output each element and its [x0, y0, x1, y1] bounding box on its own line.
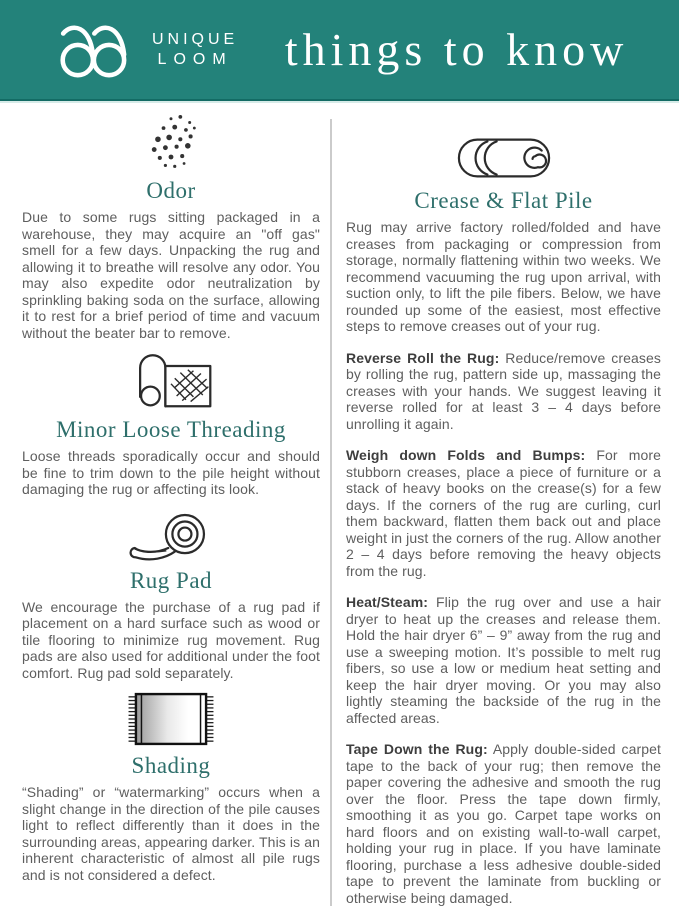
tip-label: Heat/Steam: [346, 594, 429, 610]
page-title: things to know [284, 24, 629, 75]
section-heading-threading: Minor Loose Threading [56, 417, 286, 442]
section-crease-flat-pile [346, 135, 661, 906]
brand-name-line2: LOOM [157, 50, 233, 68]
tip-reverse-roll [346, 350, 661, 433]
tip-label: Tape Down the Rug: [346, 741, 488, 757]
tip-body: Reduce/remove creases by rolling the rug, pattern side up, massaging the creases with your hands. We suggest leaving it reverse rolled for at least 3 – 4 days before unrolling it again. [346, 349, 662, 432]
rolled-rug-spiral-icon [346, 135, 661, 186]
section-body-odor: Due to some rugs sitting packaged in a warehouse, they may acquire an "off gas" smell for a few days. Unpacking the rug and allowing it to breathe will resolve any odor. You may also expedite odor neutralization by sprinkling baking soda on the surface, allowing it to rest for a brief period of time and vacuum without the beater bar to remove. [22, 209, 320, 341]
tip-body: For more stubborn creases, place a piece of furniture or a stack of heavy books on the crease(s) for a few days. If the corners of the rug are curling, curl them backward, flatten them back out and place weight in just the corners of the rug. Allow another 2 – 4 days before removing the heavy objects from the rug. [346, 447, 662, 579]
tip-heat-steam [346, 594, 661, 726]
tip-weigh-down [346, 447, 661, 579]
section-body-shading: “Shading” or “watermarking” occurs when a slight change in the direction of the pile causes light to reflect differently than it does in the surrounding areas, appearing darker. This is an inherent characteristic of almost all pile rugs and is not considered a defect. [22, 784, 320, 883]
section-heading-shading: Shading [131, 753, 211, 778]
left-column [22, 115, 330, 906]
section-body-rug-pad: We encourage the purchase of a rug pad if placement on a hard surface such as wood or tile flooring to minimize rug movement. Rug pads are also used for additional under the foot comfort. Rug pad sold separately. [22, 598, 320, 681]
section-body-threading: Loose threads sporadically occur and should be fine to trim down to the pile height without damaging the rug or affecting its look. [22, 448, 320, 497]
brand-logo [54, 20, 238, 80]
right-column [332, 115, 661, 906]
odor-dots-icon [22, 115, 320, 176]
brand-header [0, 0, 679, 101]
tip-label: Weigh down Folds and Bumps: [346, 447, 586, 463]
section-intro-crease: Rug may arrive factory rolled/folded and have creases from packaging or compression from storage, normally flattening within two weeks. We recommend vacuuming the rug upon arrival, with suction only, to lift the pile fibers. Below, we have rounded up some of the easiest, most effective steps to remove creases out of your rug. [346, 219, 661, 334]
content-area [0, 101, 679, 914]
section-heading-crease: Crease & Flat Pile [414, 188, 593, 213]
section-odor [22, 115, 320, 341]
section-rug-pad [22, 509, 320, 682]
section-heading-odor: Odor [146, 178, 196, 203]
unrolling-rug-icon [22, 352, 320, 415]
section-shading [22, 692, 320, 883]
flat-rug-shading-icon [22, 692, 320, 751]
brand-name [152, 30, 238, 70]
rolled-rug-icon [22, 509, 320, 566]
tip-body: Flip the rug over and use a hair dryer to heat up the creases and release them. Hold the hair dryer 6” – 9” away from the rug and use a sweeping motion. It’s possible to melt rug fibers, so use a low or medium heat setting and keep the hair dryer moving. Or you may also lightly steaming the backside of the rug in the affected areas. [346, 594, 661, 726]
tip-label: Reverse Roll the Rug: [346, 349, 500, 366]
section-heading-rug-pad: Rug Pad [129, 567, 213, 593]
tip-body: Apply double-sided carpet tape to the back of your rug; then remove the paper covering the adhesive and smooth the rug over the floor. Press the tape down firmly, smoothing it as you go. Carpet tape works on hard floors and on existing wall-to-wall carpet, holding your rug in place. If you have laminate flooring, purchase a less adhesive double-sided tape to prevent the laminate from buckling or otherwise being damaged. [346, 741, 661, 906]
brand-name-line1: UNIQUE [152, 30, 239, 48]
section-minor-loose-threading [22, 352, 320, 498]
unique-loom-double-loop-icon [54, 20, 142, 80]
